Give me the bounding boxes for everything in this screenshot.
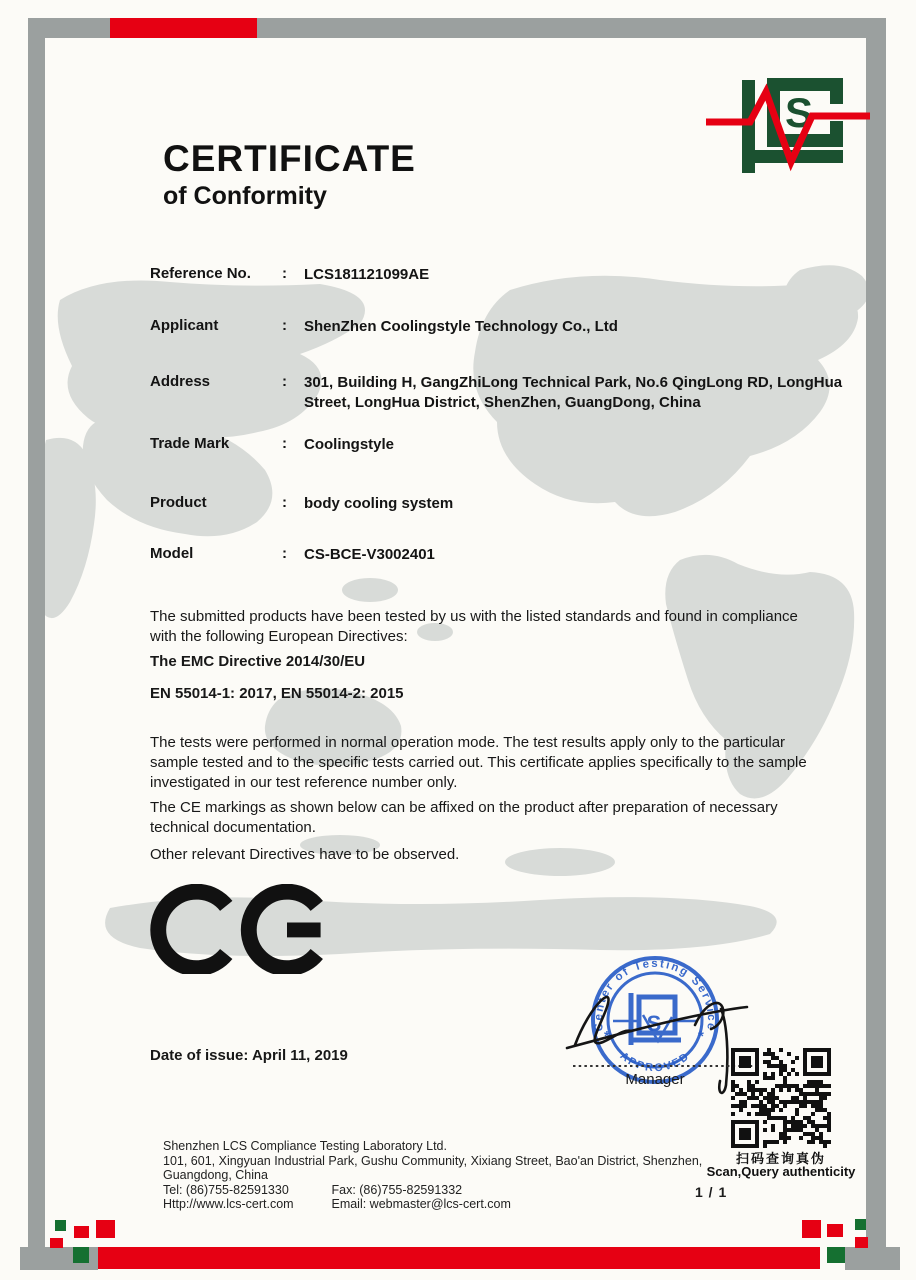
- certificate-title: CERTIFICATE: [163, 138, 416, 179]
- deco-square-red: [827, 1224, 843, 1237]
- field-label: Product: [150, 494, 207, 511]
- footer-email: Email: webmaster@lcs-cert.com: [331, 1197, 511, 1211]
- date-of-issue: Date of issue: April 11, 2019: [150, 1047, 348, 1064]
- field-colon: :: [282, 317, 287, 334]
- deco-square-green: [827, 1247, 845, 1263]
- deco-square-green: [855, 1219, 866, 1230]
- footer-address-line1: 101, 601, Xingyuan Industrial Park, Gushu Community, Xixiang Street, Bao'an District, Shenzhen,: [163, 1153, 703, 1168]
- footer-tel: Tel: (86)755-82591330: [163, 1182, 289, 1197]
- field-label: Model: [150, 545, 194, 562]
- field-value: 301, Building H, GangZhiLong Technical Park, No.6 QingLong RD, LongHua Street, LongHua District, ShenZhen, GuangDong, China: [304, 374, 843, 411]
- deco-square-red: [74, 1226, 89, 1238]
- page-border-top-red-segment: [110, 18, 257, 38]
- tests-performed-text: The tests were performed in normal operation mode. The test results apply only to the particular sample tested and to the specific tests carried out. This certificate applies specifically to the sample investigated in our test reference number only.: [150, 734, 807, 791]
- deco-square-red: [96, 1220, 115, 1238]
- stamp-star-right: *: [698, 1028, 704, 1045]
- footer-fax: Fax: (86)755-82591332: [331, 1182, 463, 1197]
- footer-company: Shenzhen LCS Compliance Testing Laboratory Ltd.: [163, 1139, 447, 1153]
- deco-square-red: [802, 1220, 821, 1238]
- certificate-subtitle: of Conformity: [163, 182, 327, 210]
- field-colon: :: [282, 494, 287, 511]
- field-value: CS-BCE-V3002401: [304, 546, 435, 563]
- deco-square-red: [50, 1238, 63, 1248]
- emc-directive-text: The EMC Directive 2014/30/EU: [150, 653, 366, 670]
- field-label: Address: [150, 373, 211, 390]
- field-row-trade-mark: [150, 435, 849, 455]
- ce-markings-text: The CE markings as shown below can be affixed on the product after preparation of necessary technical documentation.: [150, 799, 778, 836]
- ce-marking-icon: [147, 884, 343, 974]
- qr-caption-cn: 扫码查询真伪: [735, 1151, 826, 1166]
- deco-square-red: [855, 1237, 868, 1248]
- standards-text: EN 55014-1: 2017, EN 55014-2: 2015: [150, 685, 404, 702]
- field-row-product: [150, 494, 849, 514]
- qr-code: [731, 1048, 831, 1148]
- page-border-right: [866, 18, 886, 1250]
- stamp-ring-text-bottom: APPROVED: [617, 1049, 693, 1075]
- stamp-star-left: *: [604, 1028, 610, 1045]
- field-colon: :: [282, 545, 287, 562]
- qr-caption-en: Scan,Query authenticity: [706, 1164, 856, 1179]
- field-value: Coolingstyle: [304, 436, 395, 453]
- field-colon: :: [282, 435, 287, 452]
- field-label: Reference No.: [150, 265, 251, 282]
- field-row-applicant: [150, 317, 849, 337]
- signer-title: Manager: [625, 1071, 685, 1088]
- field-label: Applicant: [150, 317, 219, 334]
- field-row-address: [150, 373, 849, 413]
- stamp-ring-text-top: Center of Testing Service: [592, 957, 718, 1033]
- field-value: ShenZhen Coolingstyle Technology Co., Ltd: [304, 318, 618, 335]
- lcs-logo-letter: S: [784, 89, 814, 136]
- footer-web: Http://www.lcs-cert.com: [163, 1197, 294, 1211]
- field-value: body cooling system: [304, 495, 454, 512]
- page-border-bottom-red-bar: [98, 1247, 820, 1269]
- lcs-logo: [698, 62, 883, 182]
- page-border-left: [28, 18, 45, 1250]
- compliance-intro-text: The submitted products have been tested by us with the listed standards and found in compliance with the following European Directives:: [150, 608, 798, 645]
- other-directives-text: Other relevant Directives have to be observed.: [150, 846, 460, 863]
- page-border-bottom-right-foot: [845, 1247, 900, 1270]
- stamp-logo-letter: S: [646, 1011, 662, 1036]
- deco-square-green: [73, 1247, 89, 1263]
- deco-square-green: [55, 1220, 66, 1231]
- field-label: Trade Mark: [150, 435, 230, 452]
- field-colon: :: [282, 373, 287, 390]
- footer-address-line2: Guangdong, China: [163, 1168, 268, 1182]
- field-row-reference-no: [150, 265, 849, 285]
- page-number: 1 / 1: [695, 1184, 728, 1200]
- field-colon: :: [282, 265, 287, 282]
- field-value: LCS181121099AE: [304, 266, 430, 283]
- field-row-model: [150, 545, 849, 565]
